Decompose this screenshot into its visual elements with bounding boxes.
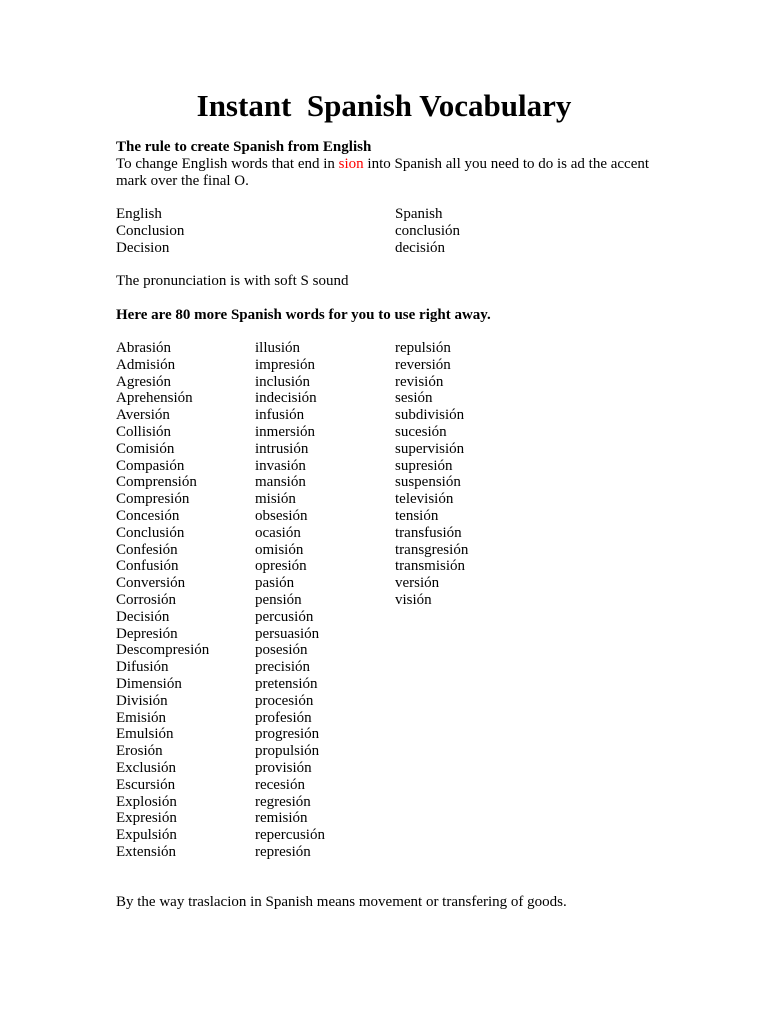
pronunciation-note: The pronunciation is with soft S sound xyxy=(116,273,349,289)
vocabulary-word: indecisión xyxy=(255,390,317,407)
vocabulary-word: mansión xyxy=(255,474,306,491)
vocabulary-word: Exclusión xyxy=(116,759,176,776)
english-column xyxy=(116,206,184,256)
spanish-header: Spanish xyxy=(395,206,443,222)
vocabulary-word: repercusión xyxy=(255,827,325,844)
vocabulary-word: impresión xyxy=(255,356,315,373)
vocabulary-word: Difusión xyxy=(116,659,169,676)
vocabulary-word: pretensión xyxy=(255,675,318,692)
vocabulary-word: pensión xyxy=(255,591,302,608)
vocabulary-word: propulsión xyxy=(255,743,320,760)
rule-highlight-sion: sion xyxy=(338,156,364,172)
vocabulary-word: reversión xyxy=(395,356,451,373)
vocabulary-word: Confesión xyxy=(116,541,178,558)
spanish-column xyxy=(395,206,460,256)
vocabulary-word: progresión xyxy=(255,726,320,743)
vocabulary-word: subdivisión xyxy=(395,407,465,424)
vocabulary-word: División xyxy=(116,692,168,709)
vocabulary-word: Erosión xyxy=(116,743,163,760)
vocabulary-word: represión xyxy=(255,843,311,860)
word-list-heading: Here are 80 more Spanish words for you to use right away. xyxy=(116,307,491,323)
vocabulary-word: sucesión xyxy=(395,423,447,440)
vocabulary-word: supervisión xyxy=(395,440,465,457)
vocabulary-word: remisión xyxy=(255,810,308,827)
vocabulary-word: Dimensión xyxy=(116,675,182,692)
vocabulary-word: omisión xyxy=(255,541,304,558)
vocabulary-word: intrusión xyxy=(255,440,309,457)
page-title: Instant Spanish Vocabulary xyxy=(196,88,572,123)
vocabulary-word: Emisión xyxy=(116,709,167,726)
vocabulary-word: repulsión xyxy=(395,340,451,356)
english-word: Decision xyxy=(116,239,170,256)
vocabulary-word: posesión xyxy=(255,642,308,659)
vocabulary-word: Conclusión xyxy=(116,524,185,541)
spanish-word: decisión xyxy=(395,239,445,256)
vocabulary-word: supresión xyxy=(395,457,453,474)
vocabulary-word: Decisión xyxy=(116,608,170,625)
vocabulary-word: infusión xyxy=(255,407,305,424)
vocabulary-word: inclusión xyxy=(255,373,310,390)
vocabulary-word: Confusión xyxy=(116,558,179,575)
rule-text-before: To change English words that end in xyxy=(116,156,339,172)
vocabulary-word: Comisión xyxy=(116,440,175,457)
rule-text-after: into Spanish all you need to do is ad the accent mark over the final O. xyxy=(116,156,650,189)
vocabulary-word: Depresión xyxy=(116,625,178,642)
english-header: English xyxy=(116,206,162,222)
vocabulary-word: Aversión xyxy=(116,407,170,424)
vocabulary-word: Descompresión xyxy=(116,642,210,659)
vocabulary-word: Admisión xyxy=(116,356,176,373)
vocabulary-word: persuasión xyxy=(255,625,320,642)
vocabulary-word: transmisión xyxy=(395,558,465,575)
vocabulary-word: obsesión xyxy=(255,507,308,524)
word-column-1 xyxy=(116,340,209,861)
vocabulary-word: Explosión xyxy=(116,793,177,810)
vocabulary-word: inmersión xyxy=(255,423,315,440)
vocabulary-word: visión xyxy=(395,591,432,608)
vocabulary-word: pasión xyxy=(255,575,295,592)
vocabulary-word: provisión xyxy=(255,759,312,776)
vocabulary-word: transfusión xyxy=(395,524,462,541)
vocabulary-word: Concesión xyxy=(116,507,180,524)
vocabulary-word: procesión xyxy=(255,692,314,709)
vocabulary-word: Emulsión xyxy=(116,726,174,743)
vocabulary-word: Collisión xyxy=(116,423,172,440)
rule-paragraph xyxy=(116,156,656,190)
vocabulary-word: recesión xyxy=(255,776,305,793)
spanish-word: conclusión xyxy=(395,222,460,239)
vocabulary-word: invasión xyxy=(255,457,306,474)
vocabulary-word: versión xyxy=(395,575,440,592)
vocabulary-word: Conversión xyxy=(116,575,186,592)
vocabulary-word: regresión xyxy=(255,793,311,810)
vocabulary-word: illusión xyxy=(255,340,301,356)
vocabulary-word: transgresión xyxy=(395,541,469,558)
vocabulary-word: precisión xyxy=(255,659,310,676)
vocabulary-word: Compasión xyxy=(116,457,185,474)
vocabulary-word: Corrosión xyxy=(116,591,176,608)
vocabulary-word: percusión xyxy=(255,608,314,625)
vocabulary-word: tensión xyxy=(395,507,439,524)
vocabulary-word: televisión xyxy=(395,491,454,508)
vocabulary-word: Expulsión xyxy=(116,827,177,844)
word-column-2 xyxy=(255,340,325,861)
vocabulary-word: sesión xyxy=(395,390,433,407)
vocabulary-word: Aprehensión xyxy=(116,390,193,407)
vocabulary-word: misión xyxy=(255,491,296,508)
vocabulary-word: Expresión xyxy=(116,810,177,827)
rule-heading: The rule to create Spanish from English xyxy=(116,139,372,155)
vocabulary-word: suspensión xyxy=(395,474,461,491)
vocabulary-word: Comprensión xyxy=(116,474,197,491)
english-word: Conclusion xyxy=(116,222,185,239)
vocabulary-word: Extensión xyxy=(116,843,176,860)
vocabulary-word: Escursión xyxy=(116,776,176,793)
footer-note: By the way traslacion in Spanish means movement or transfering of goods. xyxy=(116,894,567,910)
vocabulary-word: ocasión xyxy=(255,524,301,541)
word-column-3 xyxy=(395,340,468,609)
vocabulary-word: Compresión xyxy=(116,491,190,508)
vocabulary-word: revisión xyxy=(395,373,444,390)
vocabulary-word: Agresión xyxy=(116,373,171,390)
vocabulary-word: Abrasión xyxy=(116,340,171,356)
vocabulary-word: opresión xyxy=(255,558,307,575)
vocabulary-word: profesión xyxy=(255,709,312,726)
